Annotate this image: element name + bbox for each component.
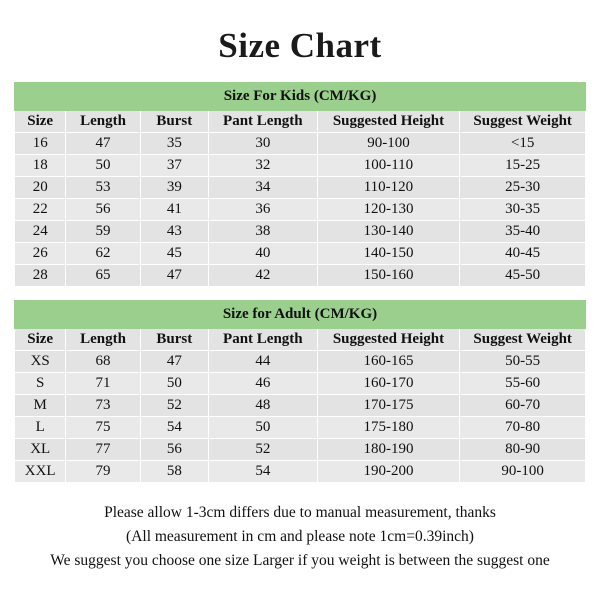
column-header-suggested-height: Suggested Height xyxy=(317,111,460,133)
cell-suggest-weight: 70-80 xyxy=(460,417,586,439)
cell-burst: 50 xyxy=(140,373,209,395)
cell-burst: 45 xyxy=(140,243,209,265)
cell-length: 65 xyxy=(66,265,140,287)
column-header-burst: Burst xyxy=(140,329,209,351)
cell-pant-length: 46 xyxy=(209,373,317,395)
cell-suggest-weight: 15-25 xyxy=(460,155,586,177)
cell-suggested-height: 160-165 xyxy=(317,351,460,373)
table-row xyxy=(15,155,586,177)
cell-pant-length: 52 xyxy=(209,439,317,461)
column-header-burst: Burst xyxy=(140,111,209,133)
size-tables xyxy=(0,82,600,483)
cell-suggested-height: 160-170 xyxy=(317,373,460,395)
cell-size: M xyxy=(15,395,66,417)
cell-suggest-weight: 80-90 xyxy=(460,439,586,461)
cell-pant-length: 48 xyxy=(209,395,317,417)
cell-size: 20 xyxy=(15,177,66,199)
cell-suggest-weight: 90-100 xyxy=(460,461,586,483)
page-title: Size Chart xyxy=(218,26,382,65)
cell-suggest-weight: 60-70 xyxy=(460,395,586,417)
adult-size-table xyxy=(14,300,586,483)
adult-band-label: Size for Adult (CM/KG) xyxy=(15,301,586,329)
column-header-size: Size xyxy=(15,111,66,133)
cell-pant-length: 50 xyxy=(209,417,317,439)
table-row xyxy=(15,395,586,417)
kids-band-label: Size For Kids (CM/KG) xyxy=(15,83,586,111)
cell-pant-length: 36 xyxy=(209,199,317,221)
cell-size: L xyxy=(15,417,66,439)
cell-burst: 37 xyxy=(140,155,209,177)
cell-burst: 35 xyxy=(140,133,209,155)
cell-suggested-height: 175-180 xyxy=(317,417,460,439)
note-line-3: We suggest you choose one size Larger if you weight is between the suggest one xyxy=(50,552,550,570)
cell-length: 73 xyxy=(66,395,140,417)
kids-header-row xyxy=(15,111,586,133)
measurement-notes xyxy=(0,483,600,573)
cell-length: 53 xyxy=(66,177,140,199)
note-line-2: (All measurement in cm and please note 1cm=0.39inch) xyxy=(126,528,474,546)
cell-suggested-height: 110-120 xyxy=(317,177,460,199)
cell-size: S xyxy=(15,373,66,395)
table-row xyxy=(15,133,586,155)
cell-pant-length: 42 xyxy=(209,265,317,287)
column-header-length: Length xyxy=(66,329,140,351)
cell-length: 79 xyxy=(66,461,140,483)
cell-suggested-height: 90-100 xyxy=(317,133,460,155)
kids-size-table xyxy=(14,82,586,300)
cell-suggest-weight: 45-50 xyxy=(460,265,586,287)
cell-burst: 47 xyxy=(140,351,209,373)
cell-length: 59 xyxy=(66,221,140,243)
adult-band-row xyxy=(15,301,586,329)
table-row xyxy=(15,439,586,461)
cell-pant-length: 54 xyxy=(209,461,317,483)
cell-suggested-height: 190-200 xyxy=(317,461,460,483)
cell-suggest-weight: 55-60 xyxy=(460,373,586,395)
cell-burst: 39 xyxy=(140,177,209,199)
cell-burst: 54 xyxy=(140,417,209,439)
table-row xyxy=(15,461,586,483)
cell-burst: 56 xyxy=(140,439,209,461)
cell-pant-length: 34 xyxy=(209,177,317,199)
cell-pant-length: 40 xyxy=(209,243,317,265)
cell-size: 22 xyxy=(15,199,66,221)
table-row xyxy=(15,199,586,221)
column-header-pant-length: Pant Length xyxy=(209,111,317,133)
cell-size: 18 xyxy=(15,155,66,177)
adult-header-row xyxy=(15,329,586,351)
cell-length: 77 xyxy=(66,439,140,461)
cell-suggested-height: 100-110 xyxy=(317,155,460,177)
table-row xyxy=(15,373,586,395)
cell-length: 75 xyxy=(66,417,140,439)
cell-size: XXL xyxy=(15,461,66,483)
cell-size: 28 xyxy=(15,265,66,287)
cell-length: 56 xyxy=(66,199,140,221)
column-header-length: Length xyxy=(66,111,140,133)
cell-length: 68 xyxy=(66,351,140,373)
cell-suggested-height: 130-140 xyxy=(317,221,460,243)
table-row xyxy=(15,417,586,439)
column-header-suggest-weight: Suggest Weight xyxy=(460,111,586,133)
cell-suggest-weight: <15 xyxy=(460,133,586,155)
column-header-pant-length: Pant Length xyxy=(209,329,317,351)
table-row xyxy=(15,351,586,373)
cell-pant-length: 32 xyxy=(209,155,317,177)
cell-size: 24 xyxy=(15,221,66,243)
kids-band-row xyxy=(15,83,586,111)
cell-suggest-weight: 25-30 xyxy=(460,177,586,199)
cell-size: XS xyxy=(15,351,66,373)
cell-size: XL xyxy=(15,439,66,461)
cell-length: 47 xyxy=(66,133,140,155)
column-header-suggested-height: Suggested Height xyxy=(317,329,460,351)
section-spacer xyxy=(15,287,586,301)
cell-suggested-height: 170-175 xyxy=(317,395,460,417)
cell-suggest-weight: 30-35 xyxy=(460,199,586,221)
table-row xyxy=(15,265,586,287)
cell-size: 16 xyxy=(15,133,66,155)
cell-suggested-height: 140-150 xyxy=(317,243,460,265)
column-header-suggest-weight: Suggest Weight xyxy=(460,329,586,351)
column-header-size: Size xyxy=(15,329,66,351)
note-line-1: Please allow 1-3cm differs due to manual measurement, thanks xyxy=(104,504,496,521)
cell-length: 71 xyxy=(66,373,140,395)
cell-size: 26 xyxy=(15,243,66,265)
cell-pant-length: 44 xyxy=(209,351,317,373)
table-row xyxy=(15,221,586,243)
cell-burst: 47 xyxy=(140,265,209,287)
table-row xyxy=(15,243,586,265)
cell-suggested-height: 150-160 xyxy=(317,265,460,287)
table-row xyxy=(15,177,586,199)
cell-length: 62 xyxy=(66,243,140,265)
cell-suggested-height: 180-190 xyxy=(317,439,460,461)
cell-pant-length: 38 xyxy=(209,221,317,243)
cell-pant-length: 30 xyxy=(209,133,317,155)
cell-suggested-height: 120-130 xyxy=(317,199,460,221)
cell-burst: 58 xyxy=(140,461,209,483)
cell-suggest-weight: 40-45 xyxy=(460,243,586,265)
cell-burst: 41 xyxy=(140,199,209,221)
cell-length: 50 xyxy=(66,155,140,177)
cell-suggest-weight: 35-40 xyxy=(460,221,586,243)
cell-suggest-weight: 50-55 xyxy=(460,351,586,373)
cell-burst: 43 xyxy=(140,221,209,243)
cell-burst: 52 xyxy=(140,395,209,417)
